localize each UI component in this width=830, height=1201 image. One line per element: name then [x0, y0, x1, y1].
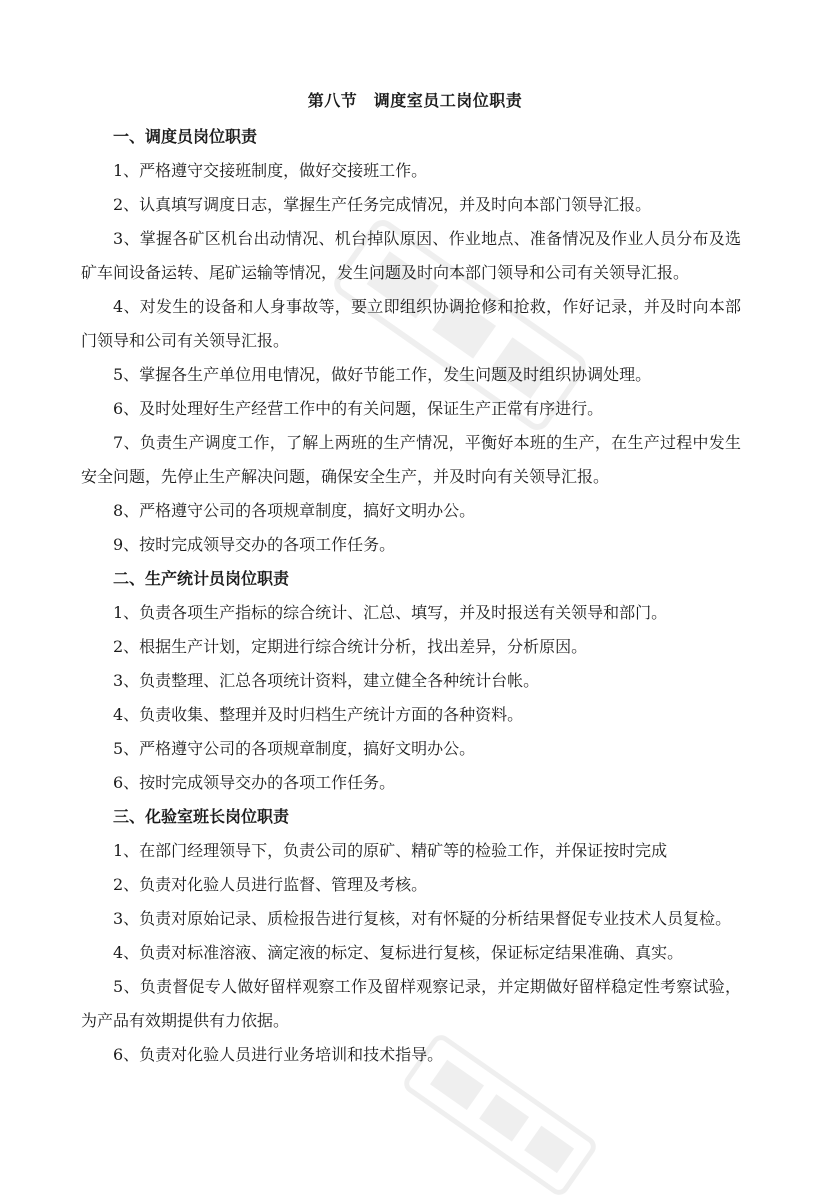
section-heading: 一、调度员岗位职责 — [113, 127, 258, 146]
paragraph: 4、负责收集、整理并及时归档生产统计方面的各种资料。 — [113, 705, 524, 724]
page-title: 第八节 调度室员工岗位职责 — [307, 91, 523, 110]
paragraph: 2、负责对化验人员进行监督、管理及考核。 — [113, 875, 428, 894]
document-body — [81, 120, 741, 1072]
paragraph: 6、按时完成领导交办的各项工作任务。 — [113, 773, 396, 792]
paragraph: 4、对发生的设备和人身事故等，要立即组织协调抢修和抢救，作好记录，并及时向本部门领导和公司有关领导汇报。 — [81, 297, 741, 350]
paragraph: 1、负责各项生产指标的综合统计、汇总、填写，并及时报送有关领导和部门。 — [113, 603, 668, 622]
paragraph: 5、严格遵守公司的各项规章制度，搞好文明办公。 — [113, 739, 476, 758]
paragraph: 5、负责督促专人做好留样观察工作及留样观察记录，并定期做好留样稳定性考察试验，为产品有效期提供有力依据。 — [81, 977, 741, 1030]
paragraph: 3、负责对原始记录、质检报告进行复核，对有怀疑的分析结果督促专业技术人员复检。 — [113, 909, 732, 928]
paragraph: 6、及时处理好生产经营工作中的有关问题，保证生产正常有序进行。 — [113, 399, 604, 418]
paragraph: 5、掌握各生产单位用电情况，做好节能工作，发生问题及时组织协调处理。 — [113, 365, 652, 384]
paragraph: 4、负责对标准溶液、滴定液的标定、复标进行复核，保证标定结果准确、真实。 — [113, 943, 684, 962]
paragraph: 8、严格遵守公司的各项规章制度，搞好文明办公。 — [113, 501, 476, 520]
paragraph: 1、严格遵守交接班制度，做好交接班工作。 — [113, 161, 428, 180]
paragraph: 7、负责生产调度工作，了解上两班的生产情况，平衡好本班的生产，在生产过程中发生安全问题，先停止生产解决问题，确保安全生产，并及时向有关领导汇报。 — [81, 433, 741, 486]
paragraph: 3、掌握各矿区机台出动情况、机台掉队原因、作业地点、准备情况及作业人员分布及选矿车间设备运转、尾矿运输等情况，发生问题及时向本部门领导和公司有关领导汇报。 — [81, 229, 741, 282]
paragraph: 6、负责对化验人员进行业务培训和技术指导。 — [113, 1045, 444, 1064]
paragraph: 3、负责整理、汇总各项统计资料，建立健全各种统计台帐。 — [113, 671, 540, 690]
section-heading: 二、生产统计员岗位职责 — [113, 569, 290, 588]
paragraph: 9、按时完成领导交办的各项工作任务。 — [113, 535, 396, 554]
section-dispatcher — [81, 120, 741, 562]
paragraph: 2、认真填写调度日志，掌握生产任务完成情况，并及时向本部门领导汇报。 — [113, 195, 652, 214]
paragraph: 2、根据生产计划，定期进行综合统计分析，找出差异，分析原因。 — [113, 637, 588, 656]
section-lab-leader — [81, 800, 741, 1072]
paragraph: 1、在部门经理领导下，负责公司的原矿、精矿等的检验工作，并保证按时完成 — [113, 841, 668, 860]
section-statistician — [81, 562, 741, 800]
section-heading: 三、化验室班长岗位职责 — [113, 807, 290, 826]
